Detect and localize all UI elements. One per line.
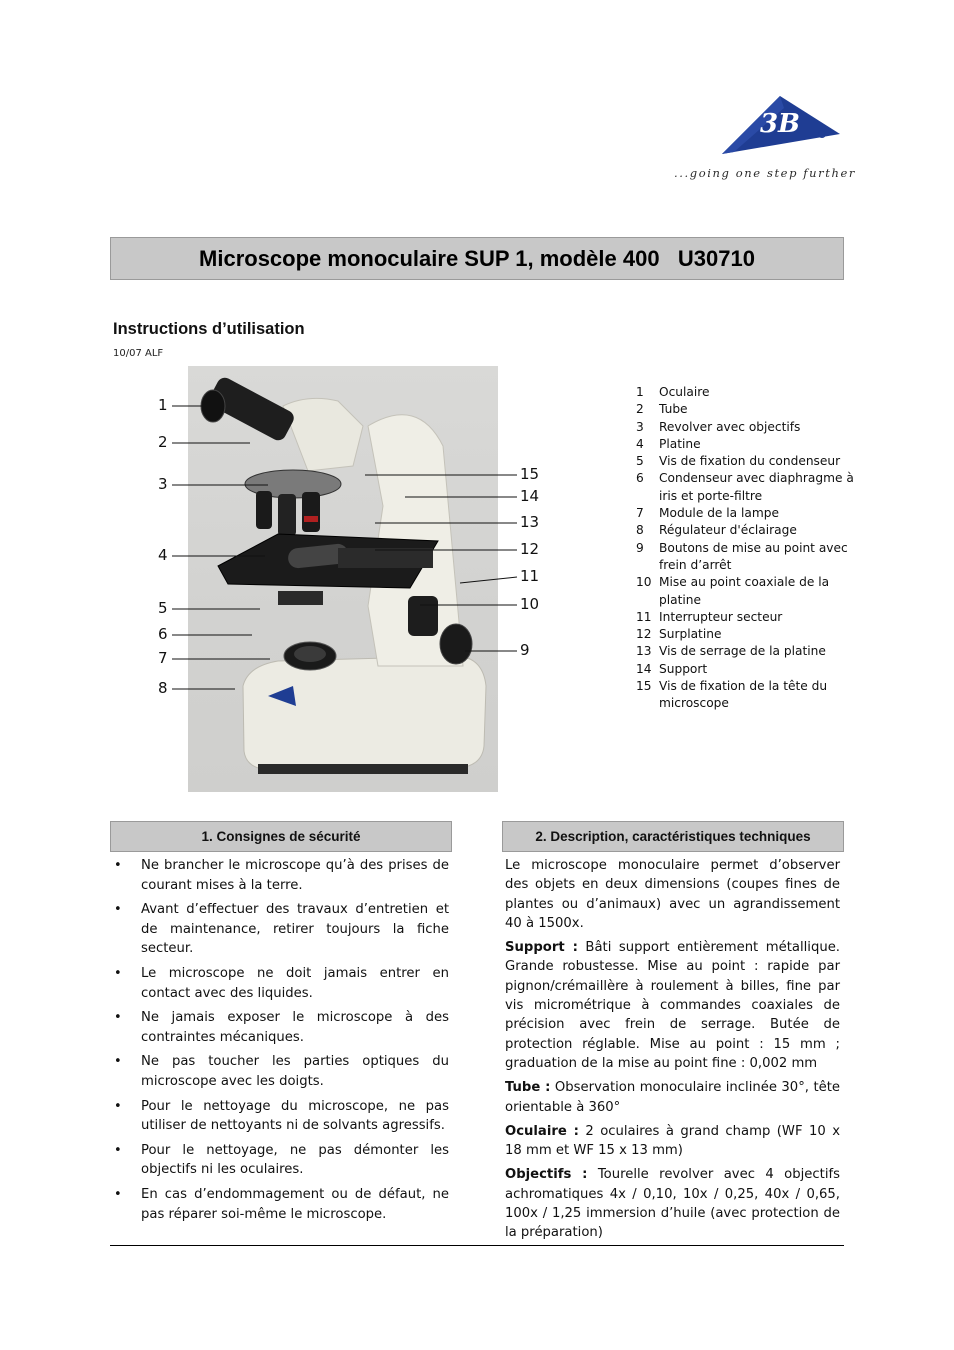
bullet-icon: • bbox=[114, 1142, 122, 1158]
safety-list bbox=[112, 856, 449, 1229]
logo-tagline: ...going one step further bbox=[674, 166, 856, 180]
bullet-icon: • bbox=[114, 1054, 122, 1070]
safety-text: Ne jamais exposer le microscope à des contraintes mécaniques. bbox=[141, 1010, 449, 1045]
legend-number: 10 bbox=[636, 575, 652, 590]
legend-number: 4 bbox=[636, 436, 644, 451]
bullet-icon: • bbox=[114, 902, 122, 918]
callout-14: 14 bbox=[520, 487, 540, 505]
safety-section-heading: 1. Consignes de sécurité bbox=[110, 821, 452, 852]
legend-text: Vis de serrage de la platine bbox=[659, 644, 826, 659]
description-intro: Le microscope monoculaire permet d’observer des objets en deux dimensions (coupes fines de plantes ou d’animaux) avec un agrandissement 40 à 1500x. bbox=[505, 858, 840, 931]
logo-triangle-icon bbox=[672, 92, 848, 166]
legend-text: Boutons de mise au point avec frein d’arrêt bbox=[659, 540, 848, 572]
legend-text: Interrupteur secteur bbox=[659, 609, 783, 624]
legend-text: Support bbox=[659, 661, 708, 676]
legend-item bbox=[636, 453, 856, 470]
callout-1: 1 bbox=[158, 396, 168, 414]
spec-label: Objectifs : bbox=[505, 1167, 588, 1183]
legend-number: 9 bbox=[636, 540, 644, 555]
logo-mark: 3B bbox=[759, 109, 801, 139]
bullet-icon: • bbox=[114, 1010, 122, 1026]
legend-number: 13 bbox=[636, 644, 652, 659]
legend-item bbox=[636, 574, 856, 609]
spec-label: Tube : bbox=[505, 1080, 551, 1096]
list-item bbox=[112, 964, 449, 1003]
callout-5: 5 bbox=[158, 599, 168, 617]
callout-2: 2 bbox=[158, 433, 168, 451]
legend-item bbox=[636, 643, 856, 660]
instructions-title: Instructions d’utilisation bbox=[113, 320, 305, 338]
list-item bbox=[112, 1141, 449, 1180]
legend-text: Revolver avec objectifs bbox=[659, 419, 801, 434]
safety-text: Avant d’effectuer des travaux d’entretien et de maintenance, retirer toujours la fiche secteur. bbox=[141, 902, 449, 957]
callout-4: 4 bbox=[158, 546, 168, 564]
spec-paragraph bbox=[505, 1165, 840, 1242]
legend-text: Surplatine bbox=[659, 627, 722, 642]
bullet-icon: • bbox=[114, 965, 122, 981]
bullet-icon: • bbox=[114, 1098, 122, 1114]
legend-text: Module de la lampe bbox=[659, 506, 779, 521]
legend-number: 5 bbox=[636, 454, 644, 469]
callout-leader-lines bbox=[150, 390, 550, 710]
legend-text: Vis de fixation de la tête du microscope bbox=[659, 679, 828, 711]
brand-logo bbox=[672, 92, 856, 184]
spec-label: Oculaire : bbox=[505, 1123, 579, 1139]
legend-item bbox=[636, 540, 856, 575]
spec-label: Support : bbox=[505, 940, 578, 956]
callout-6: 6 bbox=[158, 625, 168, 643]
document-title-bar bbox=[110, 237, 844, 280]
description-body bbox=[505, 856, 840, 1248]
legend-number: 8 bbox=[636, 523, 644, 538]
list-item bbox=[112, 1185, 449, 1224]
legend-item bbox=[636, 626, 856, 643]
legend-text: Régulateur d'éclairage bbox=[659, 523, 797, 538]
spec-text: Tourelle revolver avec 4 objectifs achromatiques 4x / 0,10, 10x / 0,25, 40x / 0,65, 100x / 1,25 immersion d’huile (avec protection de la préparation) bbox=[505, 1167, 840, 1241]
spec-paragraph bbox=[505, 1078, 840, 1117]
legend-item bbox=[636, 436, 856, 453]
legend-number: 2 bbox=[636, 402, 644, 417]
callout-7: 7 bbox=[158, 649, 168, 667]
safety-text: Ne brancher le microscope qu’à des prises de courant mises à la terre. bbox=[141, 858, 449, 893]
legend-item bbox=[636, 470, 856, 505]
spec-paragraph bbox=[505, 1122, 840, 1161]
document-code: 10/07 ALF bbox=[113, 348, 164, 359]
legend-text: Condenseur avec diaphragme à iris et porte-filtre bbox=[659, 471, 854, 503]
callout-12: 12 bbox=[520, 540, 540, 558]
spec-text: Bâti support entièrement métallique. Grande robustesse. Mise au point : rapide par pignon/crémaillère à roulement à billes, fine par vis micrométrique à commandes coaxiales de précision avec frein de serrage. Butée de protection réglable. Mise au point : 15 mm ; graduation de la mise au point fine : 0,002 mm bbox=[505, 940, 840, 1071]
safety-text: Pour le nettoyage, ne pas démonter les objectifs ni les oculaires. bbox=[141, 1142, 449, 1178]
safety-text: En cas d’endommagement ou de défaut, ne pas réparer soi-même le microscope. bbox=[141, 1186, 449, 1222]
legend-item bbox=[636, 505, 856, 522]
footer-divider bbox=[110, 1245, 844, 1246]
callout-15: 15 bbox=[520, 465, 540, 483]
legend-number: 14 bbox=[636, 661, 652, 676]
legend-text: Oculaire bbox=[659, 385, 710, 399]
legend-item bbox=[636, 419, 856, 436]
callout-13: 13 bbox=[520, 513, 540, 531]
legend-text: Mise au point coaxiale de la platine bbox=[659, 575, 830, 607]
legend-text: Vis de fixation du condenseur bbox=[659, 454, 841, 469]
spec-text: 2 oculaires à grand champ (WF 10 x 18 mm et WF 15 x 13 mm) bbox=[505, 1123, 840, 1159]
figure-callouts bbox=[150, 390, 550, 710]
callout-11: 11 bbox=[520, 567, 540, 585]
description-section-heading: 2. Description, caractéristiques techniques bbox=[502, 821, 844, 852]
legend-number: 6 bbox=[636, 471, 644, 486]
legend-item bbox=[636, 401, 856, 418]
legend-text: Platine bbox=[659, 436, 701, 451]
legend-item bbox=[636, 384, 856, 401]
document-title: Microscope monoculaire SUP 1, modèle 400 U30710 bbox=[199, 245, 755, 271]
bullet-icon: • bbox=[114, 1186, 122, 1202]
legend-text: Tube bbox=[659, 402, 688, 417]
list-item bbox=[112, 1008, 449, 1047]
legend-item bbox=[636, 609, 856, 626]
list-item bbox=[112, 1052, 449, 1091]
legend-number: 1 bbox=[636, 385, 644, 399]
legend-number: 11 bbox=[636, 609, 652, 624]
list-item bbox=[112, 856, 449, 895]
list-item bbox=[112, 900, 449, 959]
parts-legend bbox=[636, 384, 856, 713]
legend-number: 15 bbox=[636, 679, 652, 694]
safety-text: Ne pas toucher les parties optiques du microscope avec les doigts. bbox=[141, 1054, 449, 1089]
legend-number: 3 bbox=[636, 419, 644, 434]
callout-3: 3 bbox=[158, 475, 168, 493]
legend-item bbox=[636, 661, 856, 678]
spec-text: Observation monoculaire inclinée 30°, tête orientable à 360° bbox=[505, 1080, 841, 1115]
legend-item bbox=[636, 678, 856, 713]
callout-10: 10 bbox=[520, 595, 540, 613]
safety-text: Pour le nettoyage du microscope, ne pas utiliser de nettoyants ni de solvants agressifs. bbox=[141, 1098, 449, 1134]
spec-paragraph bbox=[505, 938, 840, 1073]
list-item bbox=[112, 1097, 449, 1136]
callout-8: 8 bbox=[158, 679, 168, 697]
legend-item bbox=[636, 522, 856, 539]
legend-number: 12 bbox=[636, 627, 652, 642]
legend-number: 7 bbox=[636, 506, 644, 521]
bullet-icon: • bbox=[114, 858, 122, 873]
callout-9: 9 bbox=[520, 641, 530, 659]
safety-text: Le microscope ne doit jamais entrer en contact avec des liquides. bbox=[141, 965, 449, 1001]
